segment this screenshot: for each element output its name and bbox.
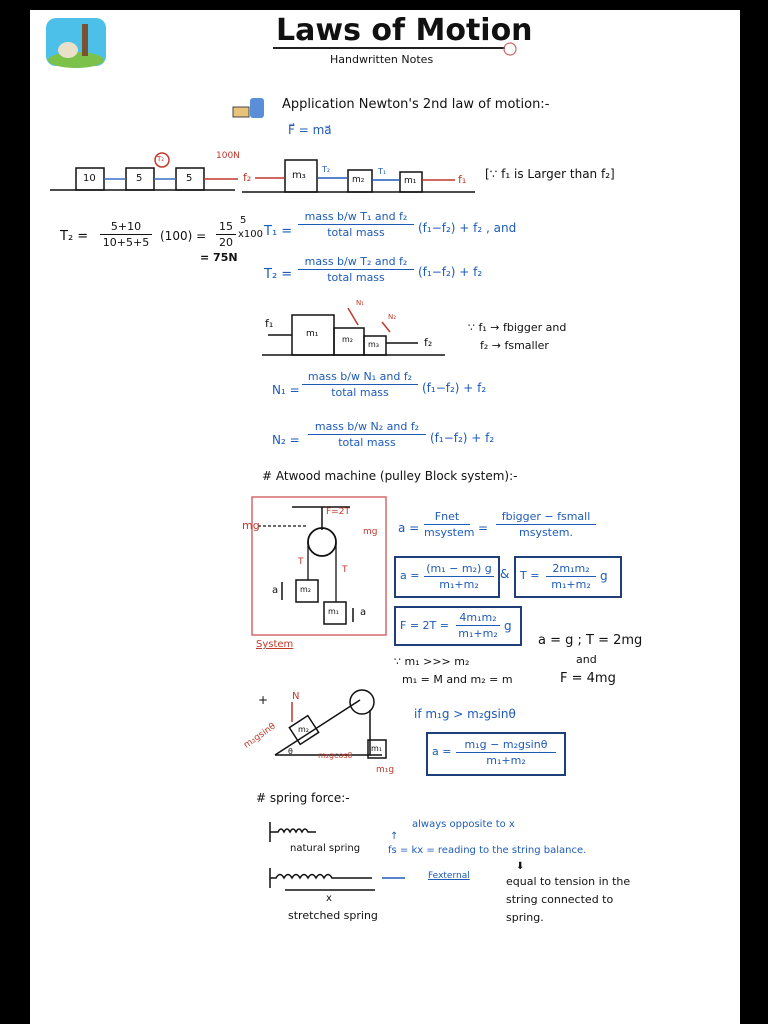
box-a-lhs: a =	[400, 569, 420, 582]
tree-island-icon	[46, 18, 106, 68]
box-t-fraction: 2m₁m₂ m₁+m₂	[546, 562, 596, 591]
incline-mass: m₂	[298, 725, 309, 734]
calc-fraction: 5+10 10+5+5	[100, 220, 152, 249]
normal-label: N₂	[388, 313, 397, 321]
always-opposite-note: always opposite to x	[412, 819, 515, 830]
incline-a-lhs: a =	[432, 745, 452, 758]
incline-normal: N	[292, 691, 300, 702]
atwood-a-fraction-2: fbigger − fsmall msystem.	[496, 510, 596, 539]
atwood-a-eq: =	[478, 521, 489, 535]
atwood-t: T	[298, 557, 304, 567]
t1-rhs: (f₁−f₂) + f₂ , and	[418, 221, 517, 235]
force-label: 100N	[216, 151, 240, 161]
spring-force-eq: fs = kx = reading to the string balance.	[388, 845, 587, 856]
extension-label: x	[326, 893, 332, 904]
notes-page	[30, 10, 740, 1024]
formula-box-f	[394, 606, 522, 646]
left-block-system	[50, 153, 238, 190]
force-label: f₂	[243, 171, 252, 184]
contact-note-2: f₂ → fsmaller	[480, 339, 549, 352]
calc-times: x100	[238, 229, 264, 240]
formula-box-t	[514, 556, 622, 598]
stretched-spring-label: stretched spring	[288, 909, 378, 922]
atwood-mass: m₂	[300, 585, 311, 594]
page-title: Laws of Motion	[276, 13, 533, 48]
incline-bullet: +	[258, 693, 269, 707]
tension-note-2: string connected to	[506, 893, 614, 906]
external-force-label: Fexternal	[428, 871, 470, 881]
calc-result: = 75N	[200, 251, 238, 264]
atwood-right-mg: mg	[363, 527, 378, 537]
block-label: 5	[186, 173, 193, 184]
pointing-hand-icon	[233, 98, 264, 118]
incline-a-fraction: m₁g − m₂gsinθ m₁+m₂	[456, 738, 556, 767]
atwood-t: T	[342, 565, 348, 575]
atwood-mass: m₁	[328, 607, 339, 616]
incline-m1: m₁	[371, 744, 382, 753]
incline-cond: if m₁g > m₂gsinθ	[414, 707, 516, 721]
block-label: m₂	[342, 335, 353, 344]
page-subtitle: Handwritten Notes	[330, 53, 434, 66]
t1-fraction: mass b/w T₁ and f₂ total mass	[298, 210, 414, 239]
box-f-g: g	[504, 619, 512, 633]
n2-lhs: N₂ =	[272, 433, 300, 447]
block-label: m₂	[352, 175, 365, 185]
block-label: m₃	[368, 340, 379, 349]
block-label: 10	[83, 173, 96, 184]
calc-scale: 5	[240, 215, 247, 226]
incline-theta: θ	[288, 747, 293, 756]
t1-lhs: T₁ =	[264, 224, 293, 239]
section-heading-newton: Application Newton's 2nd law of motion:-	[282, 97, 550, 112]
n1-rhs: (f₁−f₂) + f₂	[422, 381, 487, 395]
atwood-cond-2: m₁ = M and m₂ = m	[402, 673, 513, 686]
box-f-fraction: 4m₁m₂ m₁+m₂	[456, 611, 500, 640]
atwood-tension-top: F=2T	[326, 507, 350, 517]
normal-label: N₁	[356, 299, 365, 307]
incline-m1g: m₁g	[376, 765, 395, 775]
tension-label: T₁	[378, 167, 387, 176]
up-arrow-icon: ↑	[390, 831, 399, 842]
block-label: m₁	[306, 329, 319, 339]
tension-note-3: spring.	[506, 911, 544, 924]
n1-lhs: N₁ =	[272, 383, 300, 397]
contact-note-1: ∵ f₁ → fbigger and	[468, 321, 567, 334]
atwood-system-label: System	[256, 639, 294, 650]
box-a-fraction: (m₁ − m₂) g m₁+m₂	[424, 562, 494, 591]
incline-formula-box	[426, 732, 566, 776]
atwood-accel: a	[360, 607, 367, 618]
atwood-a-fraction: Fnet msystem	[424, 510, 475, 539]
atwood-res-and: and	[576, 653, 597, 666]
t2-lhs: T₂ =	[264, 267, 293, 282]
spring-diagrams	[270, 822, 405, 890]
t2-rhs: (f₁−f₂) + f₂	[418, 265, 483, 279]
formula-f-ma: F⃗ = ma⃗	[288, 123, 332, 137]
atwood-left-mg: mg	[242, 519, 260, 532]
force-label: f₁	[458, 173, 467, 186]
calc-fraction-2: 15 20	[216, 220, 236, 249]
natural-spring-label: natural spring	[290, 843, 361, 854]
contact-block-system	[262, 308, 445, 355]
block-label: m₃	[292, 170, 306, 181]
calc-lhs: T₂ =	[60, 229, 89, 244]
force-label: f₁	[265, 317, 274, 330]
down-arrow-icon: ⬇	[516, 861, 525, 872]
tension-label: T₂	[322, 165, 331, 174]
formula-box-a	[394, 556, 500, 598]
t2-marker: T₂	[157, 155, 165, 163]
n1-fraction: mass b/w N₁ and f₂ total mass	[302, 370, 418, 399]
block-label: 5	[136, 173, 143, 184]
n2-fraction: mass b/w N₂ and f₂ total mass	[308, 420, 426, 449]
tension-note-1: equal to tension in the	[506, 875, 631, 888]
t2-fraction: mass b/w T₂ and f₂ total mass	[298, 255, 414, 284]
calc-mid: (100) =	[160, 229, 207, 243]
atwood-a-lhs: a =	[398, 521, 420, 535]
box-t-lhs: T =	[520, 569, 540, 582]
block-label: m₁	[404, 176, 417, 186]
condition-note: [∵ f₁ is Larger than f₂]	[485, 167, 615, 181]
incline-cos: m₂gcosθ	[318, 751, 353, 760]
n2-rhs: (f₁−f₂) + f₂	[430, 431, 495, 445]
atwood-cond-1: ∵ m₁ >>> m₂	[394, 655, 470, 668]
force-label: f₂	[424, 336, 433, 349]
and-symbol: &	[500, 567, 510, 581]
spring-heading: # spring force:-	[256, 791, 350, 805]
atwood-res-2: F = 4mg	[560, 671, 616, 686]
atwood-accel: a	[272, 585, 279, 596]
drawing-layer	[30, 10, 740, 1024]
box-t-g: g	[600, 569, 608, 583]
box-f-lhs: F = 2T =	[400, 619, 449, 632]
atwood-res-1: a = g ; T = 2mg	[538, 633, 643, 648]
incline-sin: m₂gsinθ	[242, 721, 278, 751]
atwood-heading: # Atwood machine (pulley Block system):-	[262, 469, 518, 483]
